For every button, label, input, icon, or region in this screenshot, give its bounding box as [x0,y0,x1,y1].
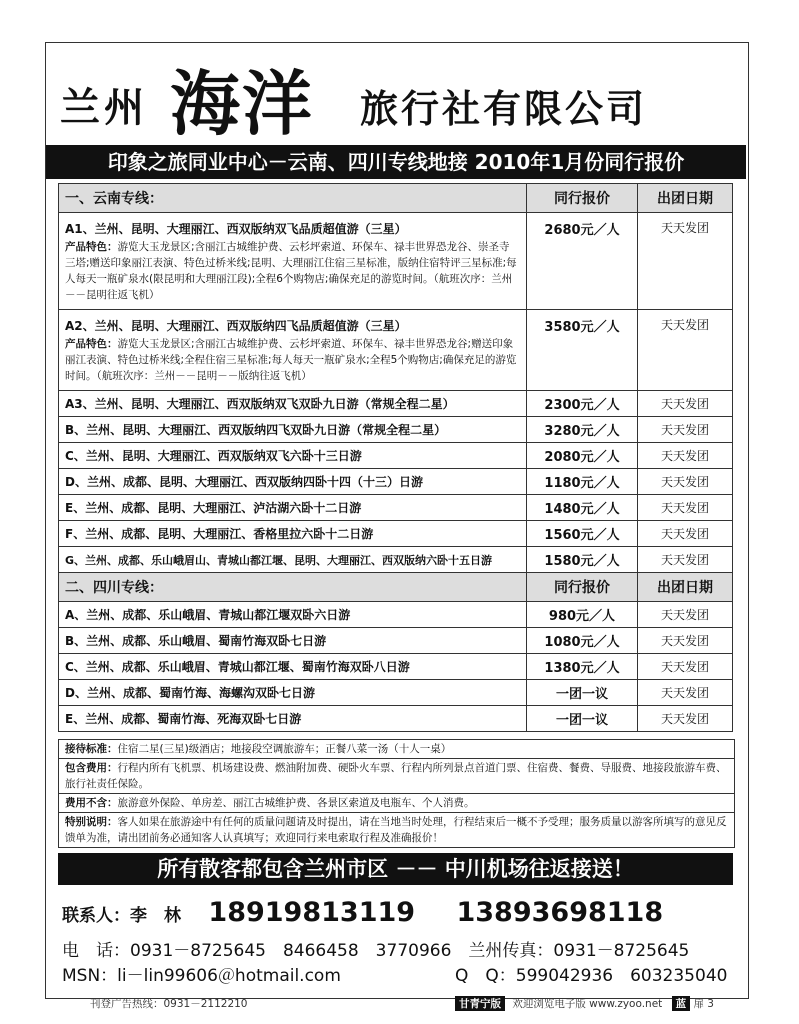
note-label: 费用不含： [65,797,118,809]
note-reception-standard [59,740,734,759]
table-row [59,417,733,443]
note-label: 接待标准： [65,743,118,755]
table-row [59,521,733,547]
contact-qq: Q Q：599042936 603235040 [455,966,728,986]
route-name: C、兰州、昆明、大理丽江、西双版纳双飞六卧十三日游 [59,443,527,469]
route-date: 天天发团 [638,310,733,391]
feature-label: 产品特色： [65,240,118,253]
route-name: B、兰州、昆明、大理丽江、西双版纳四飞双卧九日游（常规全程二星） [59,417,527,443]
route-date: 天天发团 [638,469,733,495]
route-price: 1380元／人 [527,654,638,680]
route-cell [59,213,527,310]
route-date: 天天发团 [638,602,733,628]
note-special-remarks [59,813,734,847]
note-label: 包含费用： [65,762,118,774]
footer-edition [455,996,714,1011]
route-date: 天天发团 [638,680,733,706]
company-name-right: 旅行社有限公司 [360,87,648,131]
route-price: 1180元／人 [527,469,638,495]
transfer-banner: 所有散客都包含兰州市区 －－ 中川机场往返接送！ [58,853,733,885]
route-name: C、兰州、成都、乐山峨眉、青城山都江堰、蜀南竹海双卧八日游 [59,654,527,680]
contact-person: 联系人：李 林 [62,906,181,926]
route-price: 980元／人 [527,602,638,628]
page-number: 扉 3 [693,998,714,1010]
table-row [59,469,733,495]
notes-box [58,739,735,848]
route-date: 天天发团 [638,495,733,521]
yunnan-section-header [59,184,733,213]
route-name: B、兰州、成都、乐山峨眉、蜀南竹海双卧七日游 [59,628,527,654]
route-price: 3580元／人 [527,310,638,391]
company-name-left: 兰州 [60,85,148,131]
header-banner: 印象之旅同业中心－云南、四川专线地接 2010年1月份同行报价 [46,145,746,179]
route-name: A、兰州、成都、乐山峨眉、青城山都江堰双卧六日游 [59,602,527,628]
contact-line-phone: 电 话：0931－8725645 8466458 3770966 兰州传真：0931－8725645 [62,941,690,961]
table-row [59,495,733,521]
route-name: A1、兰州、昆明、大理丽江、西双版纳双飞品质超值游（三星） [65,221,407,236]
route-price: 2680元／人 [527,213,638,310]
price-column-header: 同行报价 [527,184,638,213]
edition-badge: 甘青宁版 [455,996,505,1011]
section-title: 二、四川专线： [59,573,527,602]
table-row [59,213,733,310]
contact-msn: MSN：li－lin99606＠hotmail.com [62,966,341,986]
table-row [59,602,733,628]
price-column-header: 同行报价 [527,573,638,602]
route-name: D、兰州、成都、昆明、大理丽江、西双版纳四卧十四（十三）日游 [59,469,527,495]
table-row [59,391,733,417]
route-price: 1580元／人 [527,547,638,573]
route-date: 天天发团 [638,417,733,443]
note-excluded-fees [59,794,734,813]
route-date: 天天发团 [638,521,733,547]
ad-hotline: 刊登广告热线：0931－2112210 [90,998,248,1010]
company-title [60,48,740,145]
table-row [59,547,733,573]
note-text: 客人如果在旅游途中有任何的质量问题请及时提出，请在当地当时处理，行程结束后一概不予受理；服务质量以游客所填写的意见反馈单为准，请出团前务必通知客人认真填写；欢迎同行来电索取行程及准确报价！ [65,816,727,844]
table-row [59,680,733,706]
route-price: 1560元／人 [527,521,638,547]
price-table [58,183,733,732]
route-name: E、兰州、成都、昆明、大理丽江、泸沽湖六卧十二日游 [59,495,527,521]
route-name: E、兰州、成都、蜀南竹海、死海双卧七日游 [59,706,527,732]
route-date: 天天发团 [638,391,733,417]
date-column-header: 出团日期 [638,184,733,213]
route-price: 1080元／人 [527,628,638,654]
route-date: 天天发团 [638,213,733,310]
company-name-big: 海洋 [170,63,314,145]
table-row [59,310,733,391]
section-title: 一、云南专线： [59,184,527,213]
note-text: 旅游意外保险、单房差、丽江古城维护费、各景区索道及电瓶车、个人消费。 [117,797,475,809]
route-price: 2080元／人 [527,443,638,469]
note-included-fees [59,759,734,794]
route-name: A3、兰州、昆明、大理丽江、西双版纳双飞双卧九日游（常规全程二星） [59,391,527,417]
route-cell [59,310,527,391]
route-price: 1480元／人 [527,495,638,521]
mobile-number-1: 18919813119 [208,897,416,928]
route-date: 天天发团 [638,443,733,469]
note-text: 行程内所有飞机票、机场建设费、燃油附加费、硬卧火车票、行程内所列景点首道门票、住宿费、餐费、导服费、地接段旅游车费、旅行社责任保险。 [65,762,727,790]
site-text: 欢迎浏览电子版 www.zyoo.net [512,998,663,1010]
route-feature [65,239,520,303]
route-price: 一团一议 [527,680,638,706]
table-row [59,443,733,469]
route-date: 天天发团 [638,706,733,732]
mobile-number-2: 13893698118 [456,897,664,928]
note-text: 住宿二星(三星)级酒店；地接段空调旅游车；正餐八菜一汤（十人一桌） [117,743,452,755]
table-row [59,628,733,654]
route-date: 天天发团 [638,547,733,573]
route-price: 3280元／人 [527,417,638,443]
contact-line-mobile [62,897,663,928]
feature-text: 游览大玉龙景区;含丽江古城维护费、云杉坪索道、环保车、禄丰世界恐龙谷;赠送印象丽江表演、特色过桥米线;全程住宿三星标准;每人每天一瓶矿泉水;全程5个购物店;确保充足的游览时间。（航班次序：兰州－－昆明－－版纳往返飞机） [65,337,517,382]
route-date: 天天发团 [638,628,733,654]
feature-text: 游览大玉龙景区;含丽江古城维护费、云杉坪索道、环保车、禄丰世界恐龙谷、崇圣寺三塔;赠送印象丽江表演、特色过桥米线;昆明、大理丽江住宿三星标准，版纳住宿特评三星标准;每人每天一瓶矿泉水(限昆明和大理丽江段);全程6个购物店;确保充足的游览时间。（航班次序：兰州－－昆明往返飞机） [65,240,517,301]
route-date: 天天发团 [638,654,733,680]
route-name: G、兰州、成都、乐山峨眉山、青城山都江堰、昆明、大理丽江、西双版纳六卧十五日游 [59,547,527,573]
table-row [59,654,733,680]
date-column-header: 出团日期 [638,573,733,602]
route-name: D、兰州、成都、蜀南竹海、海螺沟双卧七日游 [59,680,527,706]
table-row [59,706,733,732]
feature-label: 产品特色： [65,337,118,350]
page-badge: 蓝 [672,996,691,1011]
route-price: 2300元／人 [527,391,638,417]
route-price: 一团一议 [527,706,638,732]
note-label: 特别说明： [65,816,118,828]
route-name: F、兰州、成都、昆明、大理丽江、香格里拉六卧十二日游 [59,521,527,547]
route-feature [65,336,520,384]
sichuan-section-header [59,573,733,602]
route-name: A2、兰州、昆明、大理丽江、西双版纳四飞品质超值游（三星） [65,318,407,333]
